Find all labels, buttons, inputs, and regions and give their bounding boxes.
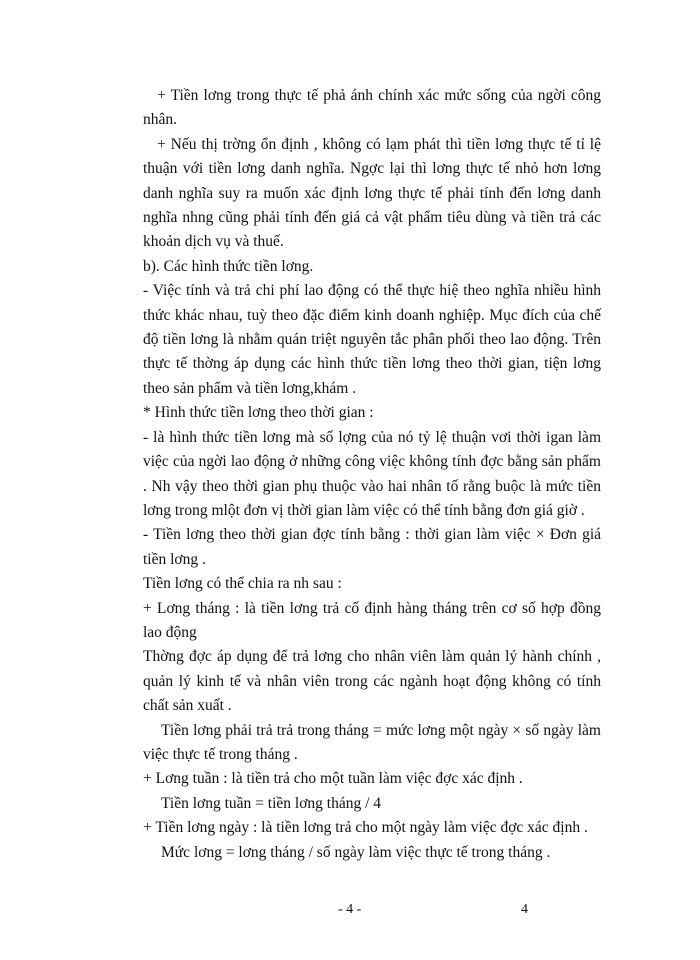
paragraph-daily-wage: + Tiền lơng ngày : là tiền lơng trả cho một ngày làm việc đợc xác định . (143, 819, 588, 837)
paragraph-weekly-wage: + Lơng tuần : là tiền trả cho một tuần làm việc đợc xác định . (143, 770, 523, 788)
paragraph-monthly-wage: + Lơng tháng : là tiền lơng trả cố định hàng tháng trên cơ số hợp đồng lao động (143, 599, 601, 641)
paragraph-monthly-wage-formula: Tiền lơng phải trả trả trong tháng = mức lơng một ngày × số ngày làm việc thực tế trong tháng . (143, 721, 601, 763)
subheading-time-based-wage: * Hình thức tiền lơng theo thời gian : (143, 404, 374, 422)
document-body (143, 84, 601, 865)
paragraph-wage-calculation: - Việc tính và trả chi phí lao động có thể thực hiệ theo nghĩa nhiều hình thức khác nhau, tuỳ theo đặc điểm kinh doanh nghiệp. Mục đích của chế độ tiền lơng là nhằm quán triệt nguyên tắc phân phối theo lao động. Trên thực tế thờng áp dụng các hình thức tiền lơng theo thời gian, tiện lơng theo sản phẩm và tiền lơng,khám . (143, 282, 601, 397)
page-label: - 4 - (338, 902, 362, 917)
section-heading-wage-forms: b). Các hình thức tiền lơng. (143, 257, 314, 275)
paragraph-weekly-wage-formula: Tiền lơng tuần = tiền lơng tháng / 4 (161, 794, 382, 812)
paragraph-time-based-formula: - Tiền lơng theo thời gian đợc tính bằng : thời gian làm việc × Đơn giá tiền lơng . (143, 526, 601, 568)
paragraph-monthly-wage-application: Thờng đợc áp dụng để trả lơng cho nhân viên làm quản lý hành chính , quản lý kinh tế và nhân viên trong các ngành hoạt động không có tính chất sản xuất . (143, 648, 601, 715)
paragraph-wage-types-intro: Tiền lơng có thể chia ra nh sau : (143, 575, 342, 593)
page-number: 4 (521, 902, 528, 917)
paragraph-market-stability: + Nếu thị trờng ổn định , không có lạm phát thì tiền lơng thực tế tỉ lệ thuận với tiền lơng danh nghĩa. Ngợc lại thì lơng thực tế nhỏ hơn lơng danh nghĩa suy ra muốn xác định lơng thực tế phải tính đến lơng danh nghĩa nhng cũng phải tính đến giá cả vật phẩm tiêu dùng và tiền trả các khoản dịch vụ và thuế. (143, 135, 601, 251)
paragraph-time-based-definition: - là hình thức tiền lơng mà số lợng của nó tỷ lệ thuận vơi thời igan làm việc của ngời lao động ở những công việc không tính đợc bằng sản phẩm . Nh vậy theo thời gian phụ thuộc vào hai nhân tố rằng buộc là mức tiền lơng trong mlột đơn vị thời gian làm việc có thể tính bằng đơn giá giờ . (143, 428, 601, 519)
paragraph-real-wage-living-standard: + Tiền lơng trong thực tế phả ánh chính xác mức sống của ngời công nhân. (143, 87, 601, 129)
paragraph-daily-wage-formula: Mức lơng = lơng tháng / số ngày làm việc thực tế trong tháng . (161, 843, 551, 861)
